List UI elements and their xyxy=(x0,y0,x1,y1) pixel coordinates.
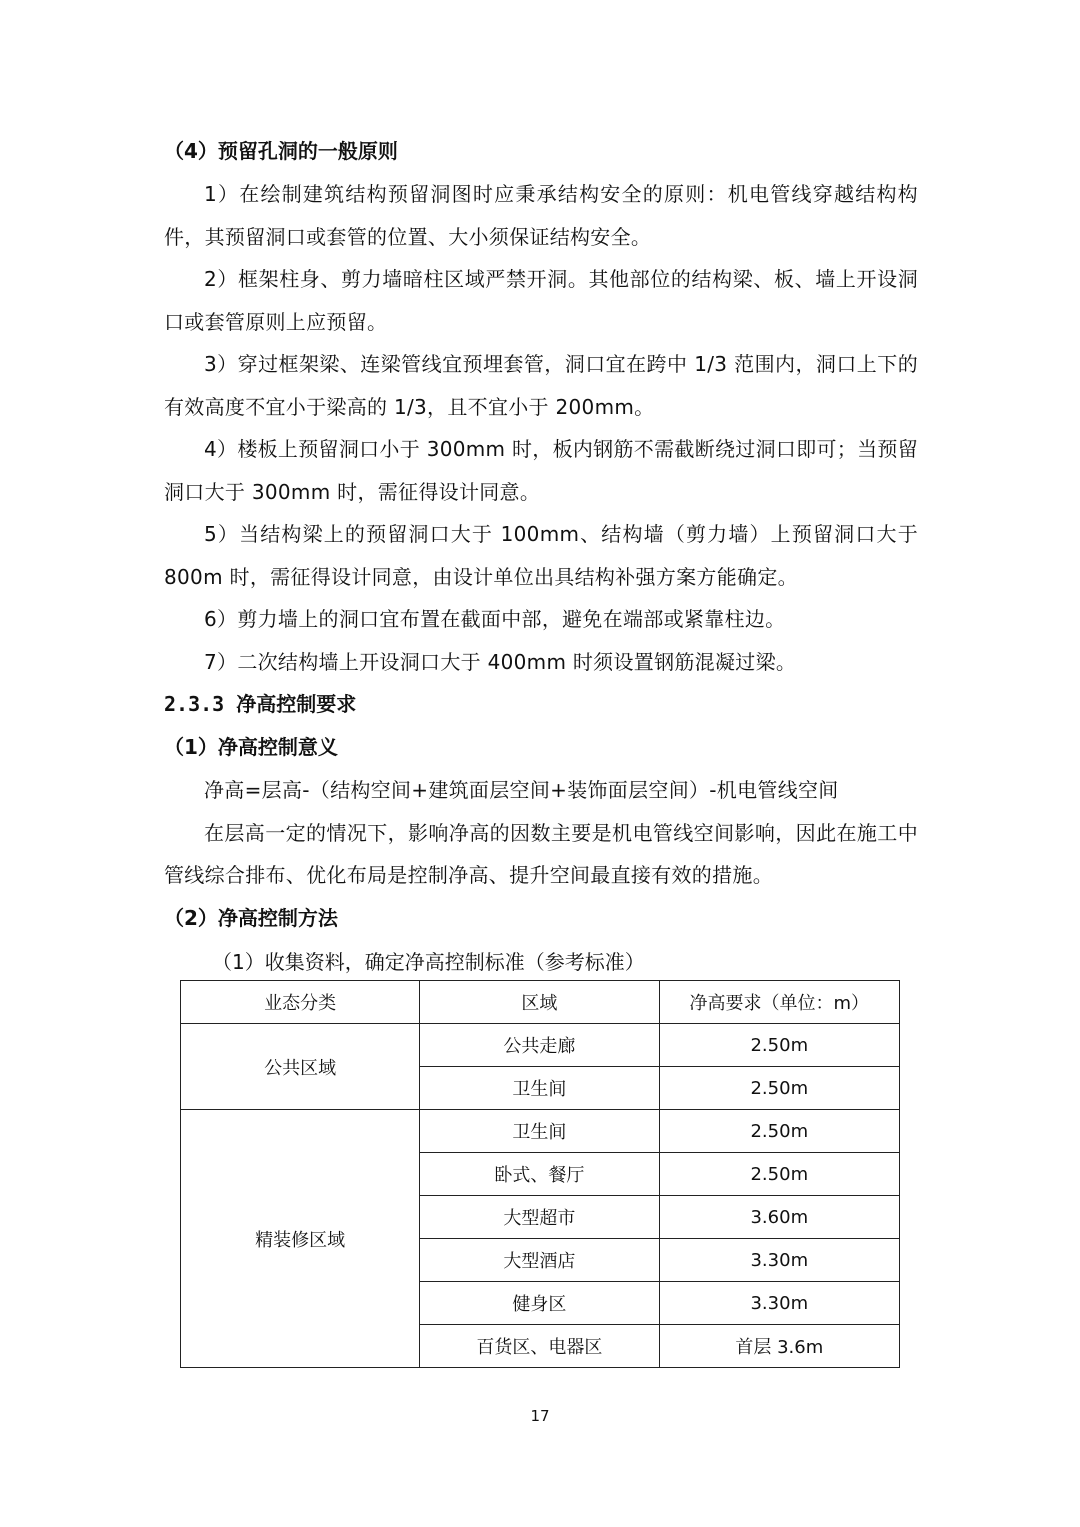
paragraph-item-5: 5）当结构梁上的预留洞口大于 100mm、结构墙（剪力墙）上预留洞口大于800m 时，需征得设计同意，由设计单位出具结构补强方案方能确定。 xyxy=(164,522,918,589)
clear-height-table xyxy=(180,980,900,1368)
page-body xyxy=(164,130,918,984)
table-row xyxy=(181,1024,900,1067)
header-height: 净高要求（单位：m） xyxy=(659,981,899,1024)
table-caption: （1）收集资料，确定净高控制标准（参考标准） xyxy=(212,949,645,974)
height-cell: 2.50m xyxy=(659,1153,899,1196)
height-cell: 3.30m xyxy=(659,1239,899,1282)
area-cell: 大型超市 xyxy=(420,1196,659,1239)
section-heading-clear-height: 2.3.3 净高控制要求 xyxy=(164,692,357,716)
category-cell: 公共区域 xyxy=(181,1024,420,1110)
paragraph-item-2: 2）框架柱身、剪力墙暗柱区域严禁开洞。其他部位的结构梁、板、墙上开设洞口或套管原则上应预留。 xyxy=(164,267,918,334)
paragraph-item-7: 7）二次结构墙上开设洞口大于 400mm 时须设置钢筋混凝过梁。 xyxy=(204,649,797,674)
height-cell: 首层 3.6m xyxy=(659,1325,899,1368)
area-cell: 卧式、餐厅 xyxy=(420,1153,659,1196)
area-cell: 大型酒店 xyxy=(420,1239,659,1282)
table-row xyxy=(181,1110,900,1153)
height-cell: 2.50m xyxy=(659,1067,899,1110)
paragraph-item-3: 3）穿过框架梁、连梁管线宜预埋套管，洞口宜在跨中 1/3 范围内，洞口上下的有效高度不宜小于梁高的 1/3，且不宜小于 200mm。 xyxy=(164,352,918,419)
area-cell: 百货区、电器区 xyxy=(420,1325,659,1368)
paragraph-item-6: 6）剪力墙上的洞口宜布置在截面中部，避免在端部或紧靠柱边。 xyxy=(204,607,786,631)
section-heading-reserved-openings: （4）预留孔洞的一般原则 xyxy=(164,139,398,163)
area-cell: 卫生间 xyxy=(420,1110,659,1153)
subsection-heading-method: （2）净高控制方法 xyxy=(164,905,338,930)
clear-height-formula: 净高=层高-（结构空间+建筑面层空间+装饰面层空间）-机电管线空间 xyxy=(204,778,839,802)
height-cell: 3.60m xyxy=(659,1196,899,1239)
area-cell: 卫生间 xyxy=(420,1067,659,1110)
category-cell: 精装修区域 xyxy=(181,1110,420,1368)
header-category: 业态分类 xyxy=(181,981,420,1024)
area-cell: 健身区 xyxy=(420,1282,659,1325)
paragraph-item-4: 4）楼板上预留洞口小于 300mm 时，板内钢筋不需截断绕过洞口即可；当预留洞口大于 300mm 时，需征得设计同意。 xyxy=(164,437,918,504)
height-cell: 3.30m xyxy=(659,1282,899,1325)
height-cell: 2.50m xyxy=(659,1024,899,1067)
height-cell: 2.50m xyxy=(659,1110,899,1153)
subsection-heading-meaning: （1）净高控制意义 xyxy=(164,735,338,759)
paragraph-item-1: 1）在绘制建筑结构预留洞图时应秉承结构安全的原则：机电管线穿越结构构件，其预留洞口或套管的位置、大小须保证结构安全。 xyxy=(164,182,918,249)
area-cell: 公共走廊 xyxy=(420,1024,659,1067)
table-header-row xyxy=(181,981,900,1024)
clear-height-explanation: 在层高一定的情况下，影响净高的因数主要是机电管线空间影响，因此在施工中管线综合排布、优化布局是控制净高、提升空间最直接有效的措施。 xyxy=(164,820,918,887)
header-area: 区域 xyxy=(420,981,659,1024)
page-number: 17 xyxy=(530,1407,550,1425)
